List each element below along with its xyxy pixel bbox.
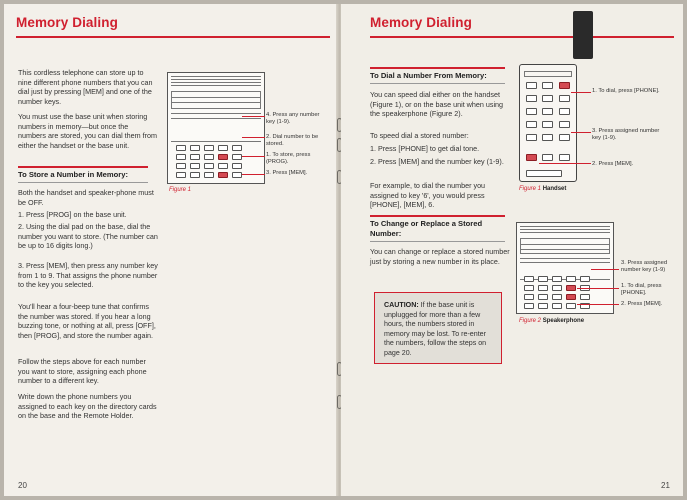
key-8 <box>190 163 200 169</box>
key-pound <box>204 172 214 178</box>
fig1-callout-1: 1. To store, press (PROG). <box>266 152 311 165</box>
change-paragraph: You can change or replace a stored number just by storing a new number in its place. <box>370 247 510 266</box>
dial-heading: To Dial a Number From Memory: <box>370 71 487 80</box>
store-heading: To Store a Number in Memory: <box>18 170 128 179</box>
directory-paragraph: Write down the phone numbers you assigned to each key on the directory cards on the base and the Remote Holder. <box>18 392 157 421</box>
store-heading-rule-bottom <box>18 182 148 183</box>
dial-heading-rule-top <box>370 67 505 69</box>
speakerphone-drawing <box>516 222 614 314</box>
key-redial <box>218 163 228 169</box>
change-heading-rule-bottom <box>370 241 505 242</box>
fig1-callout-4: 4. Press any number key (1-9). <box>266 112 320 125</box>
speakerphone-caption: Figure 2 Speakerphone <box>519 318 585 324</box>
page-number: 21 <box>661 481 670 490</box>
caution-text: If the base unit is unplugged for more than a few hours, the numbers stored in memory may be lost. To re-enter the numbers, follow the steps on page 20. <box>384 301 487 357</box>
change-heading: To Change or Replace a Stored Number: <box>370 219 483 238</box>
handset-caption: Figure 1 Handset <box>519 186 567 192</box>
handset-callout-2: 2. Press [MEM]. <box>592 161 634 167</box>
handset-speaker <box>526 170 562 177</box>
caution-box <box>374 292 502 364</box>
repeat-paragraph: Follow the steps above for each number you want to store, assigning each phone number to a different key. <box>18 357 147 386</box>
key-9 <box>204 163 214 169</box>
key-off <box>232 154 242 160</box>
key-5 <box>190 154 200 160</box>
intro-paragraph-1: This cordless telephone can store up to nine different phone numbers that you can dial just by pressing [MEM] and one of the number keys. <box>18 68 153 106</box>
title-rule <box>16 36 330 38</box>
fig1-callout-3: 3. Press [MEM]. <box>266 170 308 176</box>
dial-example: For example, to dial the number you assigned to key '6', you would press [PHONE], [MEM], 6. <box>370 181 486 210</box>
speaker-mem-key <box>566 294 576 300</box>
fig1-callout-2: 2. Dial number to be stored. <box>266 134 319 147</box>
handset-callout-3: 3. Press assigned number key (1-9). <box>592 128 660 141</box>
left-page <box>4 4 340 496</box>
key-prog <box>218 154 228 160</box>
directory-card <box>171 91 261 109</box>
handset-callout-1: 1. To dial, press [PHONE]. <box>592 88 660 94</box>
page-title: Memory Dialing <box>16 15 118 30</box>
store-step-1: 1. Press [PROG] on the base unit. <box>18 210 127 219</box>
intro-paragraph-2: You must use the base unit when storing numbers in memory—but once the numbers are stored, you can dial them from either the handset or the base unit. <box>18 112 158 150</box>
speaker-callout-2: 2. Press [MEM]. <box>621 301 663 307</box>
right-page <box>341 4 683 496</box>
store-precondition: Both the handset and speaker-phone must be OFF. <box>18 188 154 207</box>
store-step-3: 3. Press [MEM], then press any number key from 1 to 9. That assigns the phone number to the key you selected. <box>18 261 158 290</box>
key-6 <box>204 154 214 160</box>
speaker-callout-3: 3. Press assigned number key (1-9) <box>621 260 668 273</box>
key-0 <box>190 172 200 178</box>
key-mute <box>232 172 242 178</box>
key-star <box>176 172 186 178</box>
handset-antenna <box>573 11 593 59</box>
handset-phone-key <box>559 82 570 89</box>
key-1 <box>176 145 186 151</box>
store-step-2: 2. Using the dial pad on the base, dial the number you want to store. (The number can be up to 16 digits long.) <box>18 222 158 251</box>
key-hold <box>232 163 242 169</box>
key-flash <box>232 145 242 151</box>
key-mem <box>218 172 228 178</box>
page-title: Memory Dialing <box>370 15 472 30</box>
dial-intro: To speed dial a stored number: <box>370 131 469 140</box>
speaker-phone-key <box>566 285 576 291</box>
store-heading-rule-top <box>18 166 148 168</box>
caution-label: CAUTION: <box>384 301 419 309</box>
dial-heading-rule-bottom <box>370 83 505 84</box>
dial-step-2: 2. Press [MEM] and the number key (1-9). <box>370 157 504 166</box>
key-phone <box>218 145 228 151</box>
key-7 <box>176 163 186 169</box>
page-number: 20 <box>18 481 27 490</box>
title-rule <box>370 36 674 38</box>
dial-paragraph: You can speed dial either on the handset (Figure 1), or on the base unit when using the speakerphone (Figure 2). <box>370 90 504 119</box>
speaker-callout-1: 1. To dial, press [PHONE]. <box>621 283 662 296</box>
key-3 <box>204 145 214 151</box>
key-4 <box>176 154 186 160</box>
handset-mem-key <box>526 154 537 161</box>
key-2 <box>190 145 200 151</box>
dial-step-1: 1. Press [PHONE] to get dial tone. <box>370 144 480 153</box>
confirmation-paragraph: You'll hear a four-beep tune that confirms the number was stored. If you hear a long buzzing tone, or nothing at all, press [OFF], then [PROG], and store the number again. <box>18 302 156 340</box>
change-heading-rule-top <box>370 215 505 217</box>
figure-caption: Figure 1 <box>169 187 192 193</box>
